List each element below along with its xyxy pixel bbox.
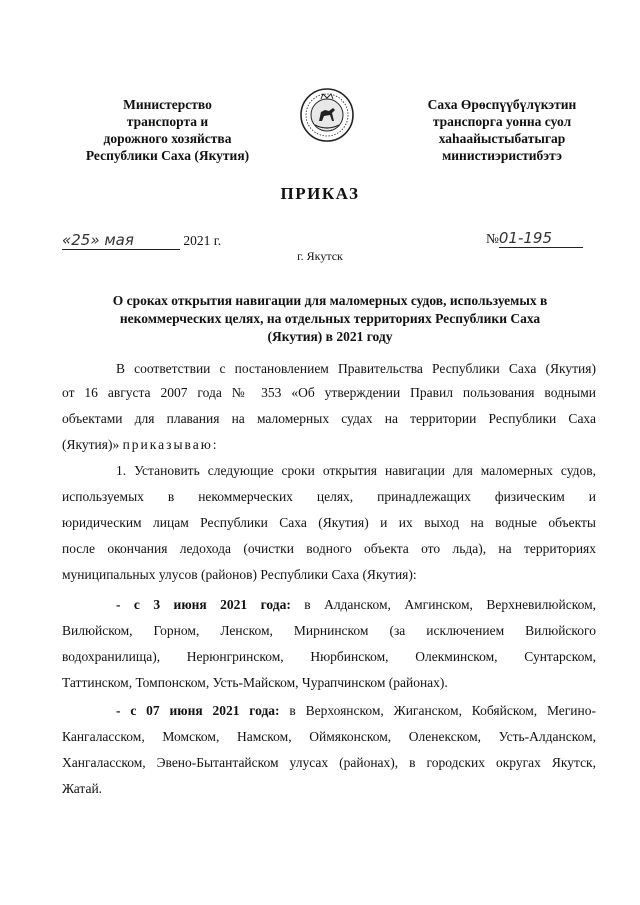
body-line: от 16 августа 2007 года № 353 «Об утверждении Правил пользования водными <box>62 385 596 400</box>
order-year: 2021 г. <box>183 233 222 248</box>
ministry-name-ru-line: Министерство <box>123 97 212 112</box>
handwritten-date: «25» мая <box>62 231 180 250</box>
body-line: Жатай. <box>62 781 103 796</box>
body-line: Кангаласском, Момском, Намском, Оймяконском, Оленекском, Усть-Алданском, <box>62 729 596 744</box>
body-line: Таттинском, Томпонском, Усть-Майском, Чурапчинском (районах). <box>62 675 448 690</box>
ministry-name-sakha-line: транспорга уонна суол <box>432 114 572 129</box>
ministry-name-ru-line: Республики Саха (Якутия) <box>85 148 250 163</box>
body-line: 1. Установить следующие сроки открытия навигации для маломерных судов, <box>116 463 596 478</box>
ministry-name-sakha-line: министиэристибэтэ <box>442 148 562 163</box>
body-line <box>62 437 219 453</box>
body-line-text: в Верхоянском, Жиганском, Кобяйском, Мегино- <box>289 703 596 718</box>
ministry-name-sakha <box>396 96 608 164</box>
order-subject <box>60 292 600 346</box>
handwritten-number: 01-195 <box>499 229 583 248</box>
body-line: муниципальных улусов (районов) Республики Саха (Якутия): <box>62 567 417 582</box>
body-line: В соответствии с постановлением Правительства Республики Саха (Якутия) <box>116 361 596 376</box>
body-line <box>116 703 596 719</box>
subject-line: (Якутия) в 2021 году <box>267 329 393 344</box>
date-clause-june-3: - с 3 июня 2021 года: <box>116 597 291 612</box>
body-line: объектами для плавания на маломерных судах на территории Республики Саха <box>62 411 596 426</box>
number-prefix: № <box>486 231 499 246</box>
body-line: после окончания ледохода (очистки водного объекта ото льда), на территориях <box>62 541 596 556</box>
body-line-text: (Якутия)» <box>62 437 120 452</box>
body-line-text: в Алданском, Амгинском, Верхневилюйском, <box>304 597 596 612</box>
body-line <box>116 597 596 613</box>
body-line: Хангаласском, Эвено-Бытантайском улусах (районах), в городских округах Якутск, <box>62 755 596 770</box>
ministry-name-ru-line: дорожного хозяйства <box>103 131 232 146</box>
ministry-name-ru <box>60 96 275 164</box>
body-line: используемых в некоммерческих целях, принадлежащих физическим и <box>62 489 596 504</box>
order-number <box>486 229 583 248</box>
ministry-name-sakha-line: хаһаайыстыбатыгар <box>438 131 566 146</box>
subject-line: О сроках открытия навигации для маломерных судов, используемых в <box>112 293 548 308</box>
republic-emblem-icon <box>299 87 355 143</box>
body-line: водохранилища), Нерюнгринском, Нюрбинском, Олекминском, Сунтарском, <box>62 649 596 664</box>
date-clause-june-7: - с 07 июня 2021 года: <box>116 703 280 718</box>
body-line: юридическим лицам Республики Саха (Якутия) и их выход на водные объекты <box>62 515 596 530</box>
body-line: Вилюйском, Горном, Ленском, Мирнинском (за исключением Вилюйского <box>62 623 596 638</box>
ministry-name-ru-line: транспорта и <box>126 114 209 129</box>
city: г. Якутск <box>297 249 343 263</box>
subject-line: некоммерческих целях, на отдельных территориях Республики Саха <box>119 311 541 326</box>
prikazyvayu-word: приказываю: <box>122 437 219 452</box>
document-title: ПРИКАЗ <box>280 184 360 203</box>
order-date <box>62 231 221 250</box>
ministry-name-sakha-line: Саха Өрөспүүбүлүкэтин <box>427 97 577 112</box>
